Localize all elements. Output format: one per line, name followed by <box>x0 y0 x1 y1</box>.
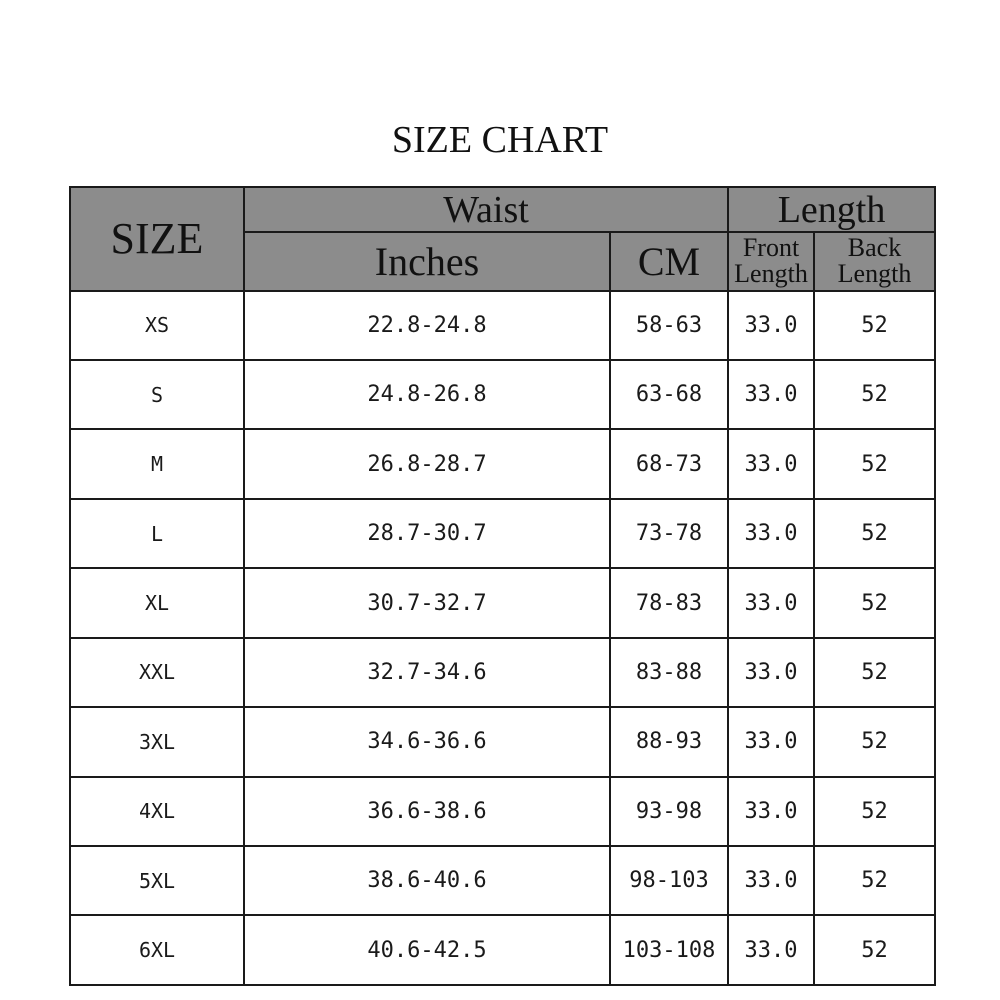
table-row <box>70 638 935 707</box>
cm-cell: 58-63 <box>610 291 728 360</box>
inches-cell: 22.8-24.8 <box>244 291 610 360</box>
inches-cell: 38.6-40.6 <box>244 846 610 915</box>
back-length-cell: 52 <box>814 291 935 360</box>
back-length-cell: 52 <box>814 568 935 637</box>
back-length-cell: 52 <box>814 429 935 498</box>
size-cell: M <box>70 429 244 498</box>
cm-cell: 73-78 <box>610 499 728 568</box>
cm-cell: 93-98 <box>610 777 728 846</box>
back-length-cell: 52 <box>814 846 935 915</box>
front-length-cell: 33.0 <box>728 291 814 360</box>
header-inches: Inches <box>244 232 610 290</box>
cm-cell: 103-108 <box>610 915 728 985</box>
inches-cell: 30.7-32.7 <box>244 568 610 637</box>
inches-cell: 40.6-42.5 <box>244 915 610 985</box>
size-cell: XL <box>70 568 244 637</box>
back-length-cell: 52 <box>814 360 935 429</box>
inches-cell: 32.7-34.6 <box>244 638 610 707</box>
header-back-length: Back Length <box>814 232 935 290</box>
header-row-group <box>70 187 935 232</box>
back-length-cell: 52 <box>814 707 935 776</box>
table-row <box>70 846 935 915</box>
size-cell: XXL <box>70 638 244 707</box>
page-title: SIZE CHART <box>391 119 609 161</box>
table-row <box>70 291 935 360</box>
back-length-cell: 52 <box>814 638 935 707</box>
front-length-cell: 33.0 <box>728 429 814 498</box>
inches-cell: 34.6-36.6 <box>244 707 610 776</box>
front-length-cell: 33.0 <box>728 707 814 776</box>
size-cell: S <box>70 360 244 429</box>
table-row <box>70 360 935 429</box>
front-length-cell: 33.0 <box>728 638 814 707</box>
size-cell: 3XL <box>70 707 244 776</box>
header-front-length: Front Length <box>728 232 814 290</box>
front-length-cell: 33.0 <box>728 915 814 985</box>
table-row <box>70 568 935 637</box>
table-row <box>70 429 935 498</box>
back-length-cell: 52 <box>814 915 935 985</box>
back-length-cell: 52 <box>814 777 935 846</box>
header-length: Length <box>728 187 935 232</box>
size-cell: XS <box>70 291 244 360</box>
size-cell: 4XL <box>70 777 244 846</box>
inches-cell: 24.8-26.8 <box>244 360 610 429</box>
size-cell: 5XL <box>70 846 244 915</box>
header-waist: Waist <box>244 187 728 232</box>
front-length-cell: 33.0 <box>728 777 814 846</box>
cm-cell: 88-93 <box>610 707 728 776</box>
front-length-cell: 33.0 <box>728 568 814 637</box>
front-length-cell: 33.0 <box>728 846 814 915</box>
size-chart-table <box>69 186 936 986</box>
inches-cell: 28.7-30.7 <box>244 499 610 568</box>
cm-cell: 83-88 <box>610 638 728 707</box>
cm-cell: 68-73 <box>610 429 728 498</box>
back-length-cell: 52 <box>814 499 935 568</box>
header-size: SIZE <box>70 187 244 291</box>
cm-cell: 78-83 <box>610 568 728 637</box>
table-row <box>70 777 935 846</box>
size-cell: L <box>70 499 244 568</box>
size-cell: 6XL <box>70 915 244 985</box>
table-row <box>70 499 935 568</box>
cm-cell: 98-103 <box>610 846 728 915</box>
front-length-cell: 33.0 <box>728 499 814 568</box>
table-row <box>70 915 935 985</box>
front-length-cell: 33.0 <box>728 360 814 429</box>
inches-cell: 26.8-28.7 <box>244 429 610 498</box>
table-row <box>70 707 935 776</box>
cm-cell: 63-68 <box>610 360 728 429</box>
header-cm: CM <box>610 232 728 290</box>
inches-cell: 36.6-38.6 <box>244 777 610 846</box>
